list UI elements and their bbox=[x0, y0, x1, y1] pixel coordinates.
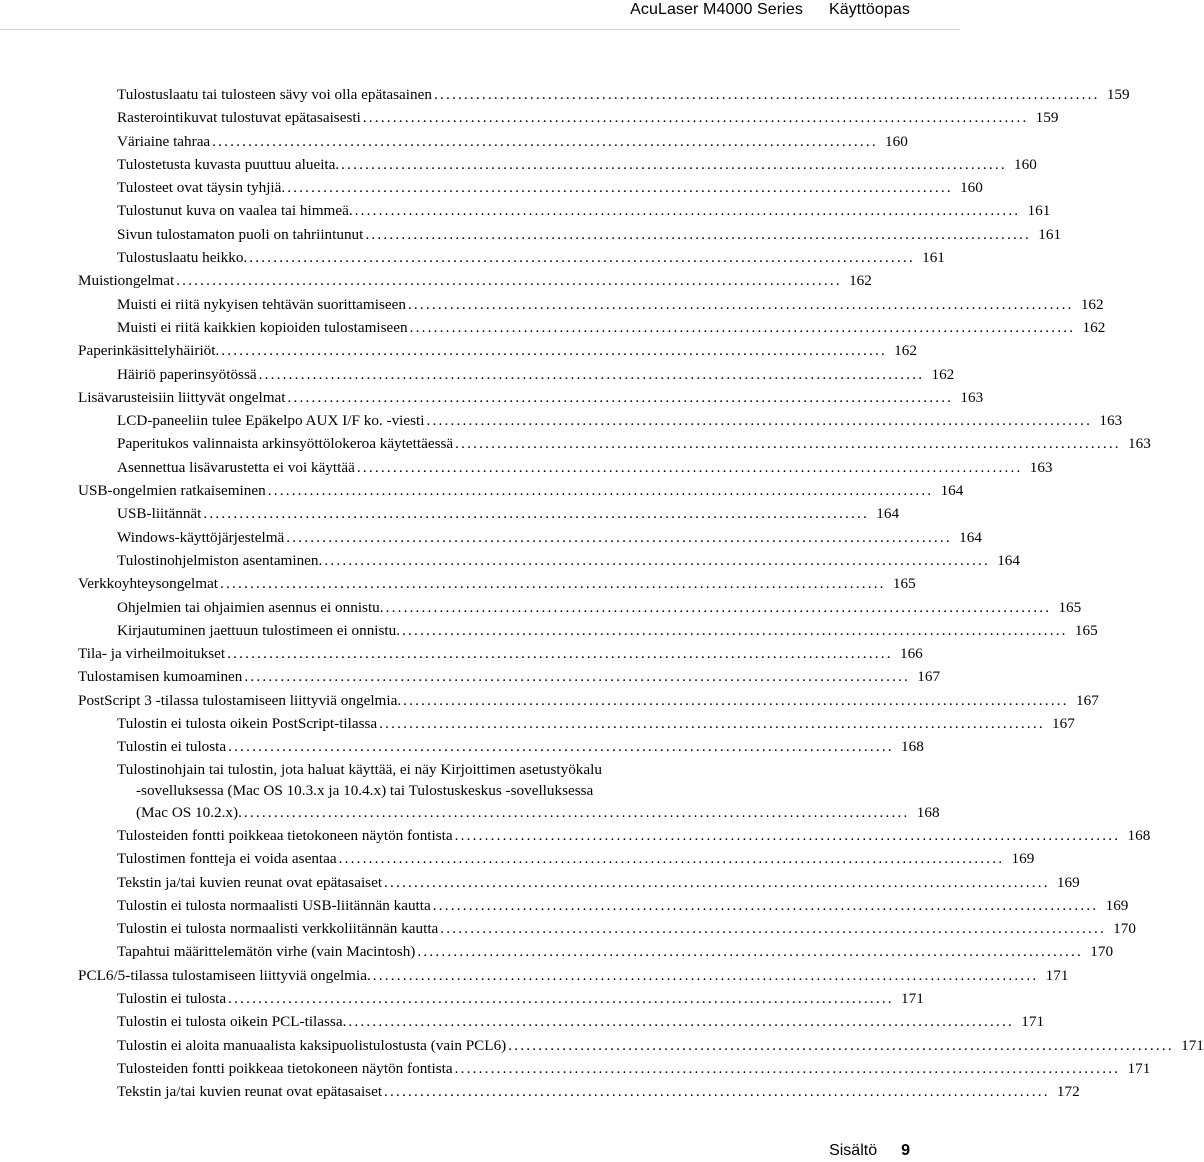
toc-section-entry[interactable] bbox=[78, 642, 923, 665]
toc-entry-page: 161 bbox=[922, 249, 945, 267]
dot-leader: ............................................................................................................... bbox=[432, 896, 1099, 914]
toc-entry-label: Tulostunut kuva on vaalea tai himmeä. bbox=[117, 202, 353, 220]
toc-entry-page: 170 bbox=[1113, 920, 1136, 938]
dot-leader: ............................................................................................................... bbox=[384, 1083, 1050, 1101]
toc-entry-label: Asennettua lisävarustetta ei voi käyttää bbox=[117, 458, 355, 476]
toc-entry-page: 169 bbox=[1105, 896, 1129, 914]
toc-entry[interactable] bbox=[117, 176, 983, 199]
toc-entry-page: 165 bbox=[1074, 621, 1098, 639]
dot-leader: ............................................................................................................... bbox=[287, 179, 953, 197]
toc-entry-page: 169 bbox=[1056, 873, 1080, 891]
toc-entry-label: Tulostamisen kumoaminen bbox=[78, 668, 243, 686]
dot-leader: ............................................................................................................... bbox=[267, 482, 934, 500]
toc-entry[interactable] bbox=[117, 432, 1151, 455]
toc-entry-label: Tulostimen fontteja ei voida asentaa bbox=[117, 850, 337, 868]
toc-entry-page: 164 bbox=[959, 528, 982, 546]
toc-entry-label: PCL6/5-tilassa tulostamiseen liittyviä ongelmia. bbox=[78, 966, 371, 984]
dot-leader: ............................................................................................................... bbox=[249, 249, 915, 267]
dot-leader: ............................................................................................................... bbox=[409, 318, 1076, 336]
toc-entry-label: Paperitukos valinnaista arkinsyöttölokeroa käytettäessä bbox=[117, 435, 454, 453]
toc-entry-label: PostScript 3 -tilassa tulostamiseen liittyviä ongelmia. bbox=[78, 691, 402, 709]
toc-entry-page: 168 bbox=[1127, 826, 1151, 844]
toc-entry[interactable] bbox=[117, 894, 1129, 917]
toc-entry-page: 159 bbox=[1106, 86, 1130, 103]
toc-entry-label: USB-liitännät bbox=[117, 505, 202, 523]
dot-leader: ............................................................................................................... bbox=[286, 528, 952, 546]
toc-entry[interactable] bbox=[117, 1010, 1045, 1033]
toc-entry[interactable] bbox=[117, 735, 924, 758]
toc-entry-page: 171 bbox=[901, 989, 924, 1007]
toc-entry-label: Tulostin ei tulosta bbox=[117, 989, 227, 1007]
dot-leader: ............................................................................................................... bbox=[362, 109, 1029, 127]
toc-entry[interactable] bbox=[117, 871, 1080, 894]
toc-entry-page: 160 bbox=[960, 179, 983, 197]
dot-leader: ............................................................................................................... bbox=[403, 691, 1069, 709]
dot-leader: ............................................................................................................... bbox=[220, 575, 886, 593]
dot-leader: ............................................................................................................... bbox=[221, 342, 887, 360]
toc-entry[interactable] bbox=[117, 847, 1035, 870]
toc-entry[interactable] bbox=[117, 83, 1130, 106]
toc-entry-label: Muistiongelmat bbox=[78, 272, 175, 290]
toc-entry-page: 171 bbox=[1181, 1036, 1204, 1054]
toc-entry-label: Tulostin ei tulosta oikein PCL-tilassa. bbox=[117, 1013, 347, 1031]
dot-leader: ............................................................................................................... bbox=[433, 86, 1100, 103]
toc-entry-page: 164 bbox=[997, 551, 1020, 569]
toc-entry-page: 171 bbox=[1127, 1059, 1151, 1077]
toc-entry-label: Tulosteet ovat täysin tyhjiä. bbox=[117, 179, 286, 197]
toc-entry-page: 165 bbox=[1058, 598, 1082, 616]
toc-entry-page: 163 bbox=[1029, 458, 1053, 476]
toc-entry-label: Tulosteiden fontti poikkeaa tietokoneen näytön fontista bbox=[117, 826, 453, 844]
toc-entry-label: USB-ongelmien ratkaiseminen bbox=[78, 482, 266, 500]
toc-entry-label: Tulostuslaatu tai tulosteen sävy voi olla epätasainen bbox=[117, 86, 432, 103]
toc-entry[interactable] bbox=[117, 824, 1151, 847]
toc-entry-label: Tulostin ei tulosta bbox=[117, 738, 227, 756]
toc-entry-page: 163 bbox=[960, 388, 984, 406]
toc-entry-page: 159 bbox=[1035, 109, 1059, 127]
dot-leader: ............................................................................................................... bbox=[365, 225, 1032, 243]
toc-entry-page: 161 bbox=[1038, 225, 1062, 243]
toc-entry-page: 164 bbox=[876, 505, 900, 523]
toc-entry-label: Tulosteiden fontti poikkeaa tietokoneen näytön fontista bbox=[117, 1059, 453, 1077]
dot-leader: ............................................................................................................... bbox=[426, 412, 1093, 430]
toc-entry-page: 162 bbox=[849, 272, 872, 290]
dot-leader: ............................................................................................................... bbox=[454, 1059, 1121, 1077]
dot-leader: ............................................................................................................... bbox=[402, 621, 1068, 639]
toc-entry-page: 168 bbox=[916, 803, 940, 821]
toc-entry-label: Tapahtui määrittelemätön virhe (vain Macintosh) bbox=[117, 943, 416, 961]
toc-entry[interactable] bbox=[117, 456, 1053, 479]
toc-entry-label: Häiriö paperinsyötössä bbox=[117, 365, 257, 383]
toc-entry-page: 166 bbox=[899, 645, 923, 663]
toc-entry-page: 171 bbox=[1045, 966, 1069, 984]
dot-leader: ............................................................................................................... bbox=[324, 551, 990, 569]
toc-entry-page: 163 bbox=[1128, 435, 1151, 453]
toc-entry[interactable] bbox=[117, 223, 1062, 246]
toc-entry[interactable] bbox=[117, 526, 982, 549]
toc-entry-label: Verkkoyhteysongelmat bbox=[78, 575, 219, 593]
toc-entry-label: Tulostetusta kuvasta puuttuu alueita. bbox=[117, 155, 340, 173]
toc-entry-label: Tila- ja virheilmoitukset bbox=[78, 645, 226, 663]
toc-entry-label-line: Tulostinohjain tai tulostin, jota haluat käyttää, ei näy Kirjoittimen asetustyökalu bbox=[117, 760, 602, 778]
dot-leader: ............................................................................................................... bbox=[385, 598, 1052, 616]
toc-entry-label: Tulostin ei tulosta oikein PostScript-tilassa bbox=[117, 715, 378, 733]
toc-entry-label: Tulostinohjelmiston asentaminen. bbox=[117, 551, 323, 569]
page-footer bbox=[829, 1142, 910, 1160]
toc-entry-page: 164 bbox=[940, 482, 964, 500]
toc-entry[interactable] bbox=[117, 246, 945, 269]
toc-entry-label: Väriaine tahraa bbox=[117, 132, 211, 150]
toc-entry-label-line: -sovelluksessa (Mac OS 10.3.x ja 10.4.x) tai Tulostuskeskus -sovelluksessa bbox=[136, 781, 594, 799]
toc-entry-label: Tekstin ja/tai kuvien reunat ovat epätasaiset bbox=[117, 873, 383, 891]
toc-entry-page: 162 bbox=[1082, 318, 1106, 336]
toc-entry-page: 162 bbox=[931, 365, 955, 383]
toc-entry[interactable] bbox=[117, 712, 1075, 735]
toc-entry-label: Paperinkäsittelyhäiriöt. bbox=[78, 342, 220, 360]
dot-leader: ............................................................................................................... bbox=[244, 668, 911, 686]
toc-section-entry[interactable] bbox=[78, 386, 984, 409]
dot-leader: ............................................................................................................... bbox=[407, 295, 1074, 313]
toc-entry[interactable] bbox=[117, 549, 1020, 572]
toc-entry[interactable] bbox=[117, 316, 1106, 339]
toc-entry-page: 162 bbox=[1080, 295, 1104, 313]
toc-entry[interactable] bbox=[117, 1080, 1080, 1103]
toc-entry-label: Kirjautuminen jaettuun tulostimeen ei onnistu. bbox=[117, 621, 401, 639]
toc-entry-page: 170 bbox=[1090, 943, 1114, 961]
toc-section-entry[interactable] bbox=[78, 665, 941, 688]
toc-entry-label: Tulostin ei tulosta normaalisti verkkoliitännän kautta bbox=[117, 920, 439, 938]
toc-section-entry[interactable] bbox=[78, 572, 916, 595]
dot-leader: ............................................................................................................... bbox=[348, 1013, 1015, 1031]
toc-section-entry[interactable] bbox=[78, 479, 964, 502]
toc-section-entry[interactable] bbox=[78, 269, 872, 292]
toc-entry-page: 167 bbox=[1052, 715, 1075, 733]
header-divider bbox=[0, 29, 960, 30]
toc-entry-page: 165 bbox=[892, 575, 916, 593]
toc-entry-label: LCD-paneeliin tulee Epäkelpo AUX I/F ko. -viesti bbox=[117, 412, 425, 430]
dot-leader: ............................................................................................................... bbox=[212, 132, 878, 150]
toc-entry-label: Rasterointikuvat tulostuvat epätasaisesti bbox=[117, 109, 361, 127]
toc-entry-page: 167 bbox=[917, 668, 941, 686]
toc-entry[interactable] bbox=[117, 987, 924, 1010]
toc-entry-label: Windows-käyttöjärjestelmä bbox=[117, 528, 285, 546]
toc-entry-page: 168 bbox=[901, 738, 924, 756]
dot-leader: ............................................................................................................... bbox=[354, 202, 1021, 220]
dot-leader: ............................................................................................................... bbox=[454, 826, 1121, 844]
toc-entry-label: (Mac OS 10.2.x). bbox=[136, 803, 242, 821]
toc-entry-page: 160 bbox=[885, 132, 908, 150]
toc-entry-page: 160 bbox=[1014, 155, 1037, 173]
toc-entry-page: 163 bbox=[1099, 412, 1123, 430]
toc-entry[interactable] bbox=[117, 1034, 1204, 1057]
toc-entry-label: Tekstin ja/tai kuvien reunat ovat epätasaiset bbox=[117, 1083, 383, 1101]
guide-title: Käyttöopas bbox=[828, 1, 910, 18]
dot-leader: ............................................................................................................... bbox=[440, 920, 1106, 938]
toc-entry[interactable] bbox=[117, 1057, 1151, 1080]
dot-leader: ............................................................................................................... bbox=[176, 272, 842, 290]
toc-entry[interactable] bbox=[117, 153, 1037, 176]
toc-entry[interactable] bbox=[117, 409, 1123, 432]
toc-entry[interactable] bbox=[117, 293, 1104, 316]
toc-entry-label: Ohjelmien tai ohjaimien asennus ei onnistu. bbox=[117, 598, 384, 616]
dot-leader: ............................................................................................................... bbox=[372, 966, 1039, 984]
toc-section-entry[interactable] bbox=[78, 964, 1069, 987]
dot-leader: ............................................................................................................... bbox=[203, 505, 870, 523]
table-of-contents bbox=[0, 83, 1204, 1103]
dot-leader: ............................................................................................................... bbox=[258, 365, 925, 383]
dot-leader: ............................................................................................................... bbox=[455, 435, 1121, 453]
dot-leader: ............................................................................................................... bbox=[228, 738, 894, 756]
toc-entry-page: 171 bbox=[1021, 1013, 1045, 1031]
toc-entry-label: Muisti ei riitä kaikkien kopioiden tulostamiseen bbox=[117, 318, 408, 336]
toc-entry[interactable] bbox=[117, 619, 1098, 642]
toc-entry-label: Tulostin ei tulosta normaalisti USB-liitännän kautta bbox=[117, 896, 431, 914]
toc-entry-page: 167 bbox=[1076, 691, 1099, 709]
toc-entry[interactable] bbox=[117, 759, 940, 824]
footer-section-label: Sisältö bbox=[829, 1142, 878, 1159]
dot-leader: ............................................................................................................... bbox=[379, 715, 1045, 733]
dot-leader: ............................................................................................................... bbox=[228, 989, 894, 1007]
toc-entry-label: Tulostin ei aloita manuaalista kaksipuolistulostusta (vain PCL6) bbox=[117, 1036, 507, 1054]
dot-leader: ............................................................................................................... bbox=[287, 388, 954, 406]
toc-entry[interactable] bbox=[117, 917, 1136, 940]
toc-entry-label: Sivun tulostamaton puoli on tahriintunut bbox=[117, 225, 364, 243]
dot-leader: ............................................................................................................... bbox=[356, 458, 1023, 476]
toc-section-entry[interactable] bbox=[78, 689, 1099, 712]
page-number: 9 bbox=[901, 1142, 910, 1159]
toc-entry[interactable] bbox=[117, 199, 1051, 222]
toc-section-entry[interactable] bbox=[78, 339, 917, 362]
toc-entry-page: 169 bbox=[1011, 850, 1035, 868]
toc-entry-page: 172 bbox=[1056, 1083, 1080, 1101]
toc-entry[interactable] bbox=[117, 502, 900, 525]
toc-entry-label: Muisti ei riitä nykyisen tehtävän suorittamiseen bbox=[117, 295, 406, 313]
toc-entry[interactable] bbox=[117, 106, 1059, 129]
dot-leader: ............................................................................................................... bbox=[384, 873, 1050, 891]
toc-entry[interactable] bbox=[117, 596, 1082, 619]
toc-entry[interactable] bbox=[117, 130, 908, 153]
toc-entry-page: 162 bbox=[894, 342, 917, 360]
dot-leader: ............................................................................................................... bbox=[227, 645, 893, 663]
dot-leader: ............................................................................................................... bbox=[508, 1036, 1174, 1054]
toc-entry[interactable] bbox=[117, 940, 1114, 963]
toc-entry-page: 161 bbox=[1027, 202, 1051, 220]
dot-leader: ............................................................................................................... bbox=[243, 803, 910, 821]
toc-entry[interactable] bbox=[117, 363, 955, 386]
toc-entry-label: Tulostuslaatu heikko. bbox=[117, 249, 248, 267]
product-name: AcuLaser M4000 Series bbox=[630, 1, 803, 18]
page-header bbox=[630, 0, 910, 20]
toc-entry-label: Lisävarusteisiin liittyvät ongelmat bbox=[78, 388, 286, 406]
dot-leader: ............................................................................................................... bbox=[338, 850, 1005, 868]
dot-leader: ............................................................................................................... bbox=[341, 155, 1007, 173]
dot-leader: ............................................................................................................... bbox=[417, 943, 1084, 961]
